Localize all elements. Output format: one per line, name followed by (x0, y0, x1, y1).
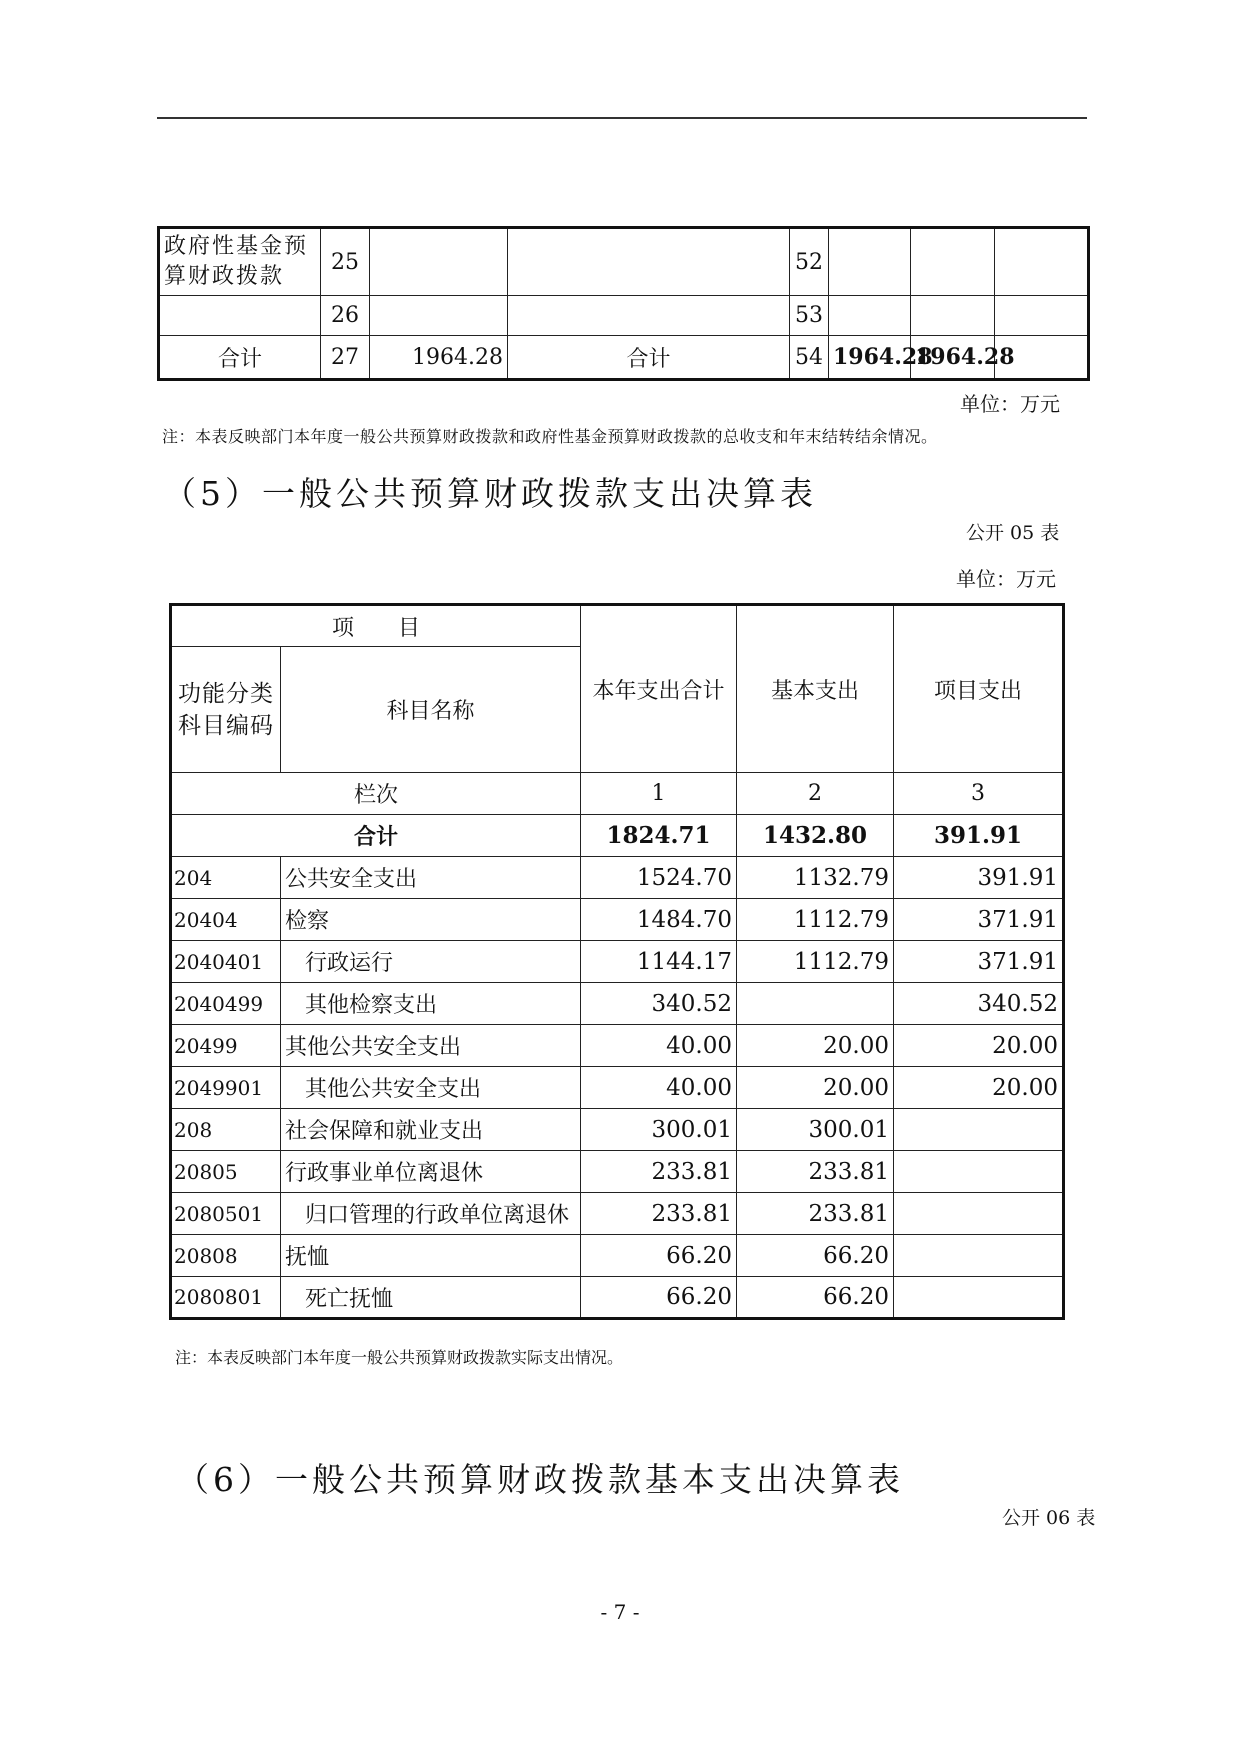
row-basic: 300.01 (737, 1109, 894, 1151)
header-name: 科目名称 (281, 647, 581, 773)
table-note: 注：本表反映部门本年度一般公共预算财政拨款实际支出情况。 (175, 1348, 624, 1367)
row-total: 1484.70 (581, 899, 737, 941)
header-code: 功能分类科目编码 (171, 647, 281, 773)
row-basic: 66.20 (737, 1277, 894, 1319)
expenditure-table (169, 603, 1065, 1320)
column-no-label: 栏次 (171, 773, 581, 815)
table-row (159, 228, 1089, 296)
row-subject-name: 行政运行 (281, 941, 581, 983)
row-name: 政府性基金预算财政拨款 (159, 228, 321, 296)
column-no: 1 (581, 773, 737, 815)
row-project (894, 1277, 1064, 1319)
row-total: 66.20 (581, 1277, 737, 1319)
row-total: 340.52 (581, 983, 737, 1025)
expenditure-rows (171, 857, 1064, 1319)
row-label (508, 228, 790, 296)
row-code: 2049901 (171, 1067, 281, 1109)
row-code: 2040499 (171, 983, 281, 1025)
table-row (171, 857, 1064, 899)
column-no: 2 (737, 773, 894, 815)
row-basic: 1112.79 (737, 899, 894, 941)
row-no: 53 (790, 296, 829, 336)
row-name (159, 296, 321, 336)
total-label: 合计 (171, 815, 581, 857)
table-row (171, 1235, 1064, 1277)
row-code: 20499 (171, 1025, 281, 1067)
row-project (894, 1151, 1064, 1193)
page-number: - 7 - (600, 1600, 640, 1624)
row-subject-name: 其他检察支出 (281, 983, 581, 1025)
row-value (911, 228, 995, 296)
row-subject-name: 社会保障和就业支出 (281, 1109, 581, 1151)
row-subject-name: 死亡抚恤 (281, 1277, 581, 1319)
row-code: 20805 (171, 1151, 281, 1193)
row-code: 20404 (171, 899, 281, 941)
row-code: 2080801 (171, 1277, 281, 1319)
row-subject-name: 抚恤 (281, 1235, 581, 1277)
project-value: 391.91 (894, 815, 1064, 857)
unit-label: 单位：万元 (956, 567, 1056, 591)
row-total: 66.20 (581, 1235, 737, 1277)
table-note: 注：本表反映部门本年度一般公共预算财政拨款和政府性基金预算财政拨款的总收支和年末结转结余情况。 (162, 427, 938, 446)
row-subject-name: 其他公共安全支出 (281, 1067, 581, 1109)
row-project (894, 1235, 1064, 1277)
row-code: 2080501 (171, 1193, 281, 1235)
row-value (995, 296, 1089, 336)
row-value (829, 296, 911, 336)
row-basic (737, 983, 894, 1025)
row-code: 20808 (171, 1235, 281, 1277)
column-no: 3 (894, 773, 1064, 815)
row-total: 300.01 (581, 1109, 737, 1151)
row-project (894, 1109, 1064, 1151)
table-row (171, 1025, 1064, 1067)
income-expense-table-continued (157, 226, 1090, 381)
section-5-title: （5）一般公共预算财政拨款支出决算表 (163, 474, 817, 513)
row-value (829, 228, 911, 296)
row-label (508, 296, 790, 336)
table-row (171, 1109, 1064, 1151)
column-number-row (171, 773, 1064, 815)
public-table-no: 公开 05 表 (966, 522, 1060, 544)
row-basic: 20.00 (737, 1067, 894, 1109)
header-total: 本年支出合计 (581, 605, 737, 773)
public-table-no: 公开 06 表 (1002, 1507, 1096, 1529)
total-income-value: 1964.28 (370, 336, 508, 380)
unit-label: 单位：万元 (960, 392, 1060, 416)
row-no: 52 (790, 228, 829, 296)
total-row (159, 336, 1089, 380)
row-subject-name: 其他公共安全支出 (281, 1025, 581, 1067)
row-value (370, 228, 508, 296)
table-row (171, 1277, 1064, 1319)
table-row (171, 941, 1064, 983)
row-total: 1524.70 (581, 857, 737, 899)
row-total: 233.81 (581, 1151, 737, 1193)
table-row (171, 1193, 1064, 1235)
row-value (911, 296, 995, 336)
row-project: 20.00 (894, 1067, 1064, 1109)
row-basic: 1112.79 (737, 941, 894, 983)
row-project: 340.52 (894, 983, 1064, 1025)
section-6-title: （6）一般公共预算财政拨款基本支出决算表 (176, 1460, 904, 1499)
row-no: 25 (321, 228, 370, 296)
header-project: 项目支出 (894, 605, 1064, 773)
row-total: 233.81 (581, 1193, 737, 1235)
row-basic: 233.81 (737, 1193, 894, 1235)
table-row (171, 1151, 1064, 1193)
row-subject-name: 行政事业单位离退休 (281, 1151, 581, 1193)
row-code: 204 (171, 857, 281, 899)
total-label: 合计 (508, 336, 790, 380)
table-row (171, 1067, 1064, 1109)
row-value (995, 228, 1089, 296)
row-no: 26 (321, 296, 370, 336)
row-project: 391.91 (894, 857, 1064, 899)
total-expense-value: 1964.28 (911, 336, 995, 380)
row-no: 27 (321, 336, 370, 380)
table-row (171, 983, 1064, 1025)
row-total: 1144.17 (581, 941, 737, 983)
header-rule (157, 117, 1087, 119)
row-total: 40.00 (581, 1025, 737, 1067)
table-row (171, 899, 1064, 941)
header-item: 项 目 (171, 605, 581, 647)
row-code: 2040401 (171, 941, 281, 983)
row-total: 40.00 (581, 1067, 737, 1109)
header-row (171, 605, 1064, 647)
row-basic: 233.81 (737, 1151, 894, 1193)
row-basic: 66.20 (737, 1235, 894, 1277)
header-basic: 基本支出 (737, 605, 894, 773)
row-subject-name: 公共安全支出 (281, 857, 581, 899)
basic-value: 1432.80 (737, 815, 894, 857)
total-row (171, 815, 1064, 857)
row-project (894, 1193, 1064, 1235)
row-no: 54 (790, 336, 829, 380)
total-expense-value: 1964.28 (829, 336, 911, 380)
row-project: 371.91 (894, 899, 1064, 941)
row-subject-name: 检察 (281, 899, 581, 941)
row-project: 20.00 (894, 1025, 1064, 1067)
row-project: 371.91 (894, 941, 1064, 983)
row-subject-name: 归口管理的行政单位离退休 (281, 1193, 581, 1235)
row-basic: 20.00 (737, 1025, 894, 1067)
row-value (370, 296, 508, 336)
row-code: 208 (171, 1109, 281, 1151)
total-value: 1824.71 (581, 815, 737, 857)
row-basic: 1132.79 (737, 857, 894, 899)
total-label: 合计 (159, 336, 321, 380)
table-row (159, 296, 1089, 336)
